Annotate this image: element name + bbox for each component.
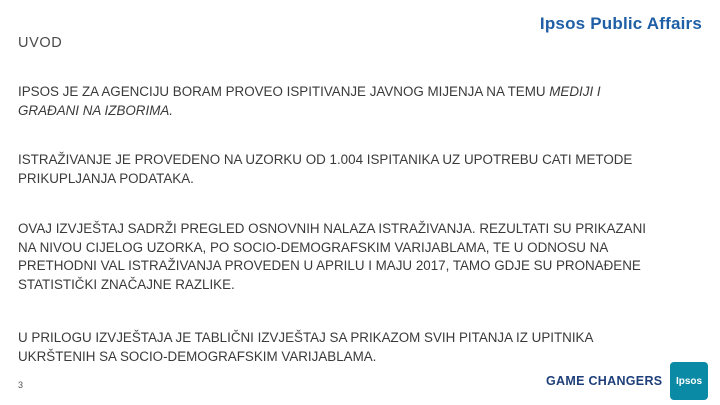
- slogan: GAME CHANGERS: [546, 374, 663, 388]
- brand-name: Ipsos Public Affairs: [539, 14, 702, 33]
- survey-topic: MEDIJI I GRAĐANI NA IZBORIMA: [18, 84, 601, 118]
- page-title: UVOD: [18, 35, 63, 51]
- logo-text: Ipsos: [675, 376, 703, 387]
- page-number: 3: [18, 380, 24, 390]
- appendix-paragraph: U PRILOGU IZVJEŠTAJA JE TABLIČNI IZVJEŠTAJ SA PRIKAZOM SVIH PITANJA IZ UPITNIKA UKRŠTENIH SA SOCIO-DEMOGRAFSKIM VARIJABLAMA.: [18, 330, 593, 364]
- report-paragraph: OVAJ IZVJEŠTAJ SADRŽI PREGLED OSNOVNIH NALAZA ISTRAŽIVANJA. REZULTATI SU PRIKAZANI NA NIVOU CIJELOG UZORKA, PO SOCIO-DEMOGRAFSKIM VARIJABLAMA, TE U ODNOSU NA PRETHODNI VAL ISTRAŽIVANJA PROVEDEN U APRILU I MAJU 2017, TAMO GDJE SU PRONAĐENE STATISTIČKI ZNAČAJNE RAZLIKE.: [18, 221, 646, 292]
- intro-paragraph: [18, 83, 658, 120]
- method-paragraph: ISTRAŽIVANJE JE PROVEDENO NA UZORKU OD 1.004 ISPITANIKA UZ UPOTREBU CATI METODE PRIKUPLJANJA PODATAKA.: [18, 152, 633, 186]
- intro-text: IPSOS JE ZA AGENCIJU BORAM PROVEO ISPITIVANJE JAVNOG MIJENJA NA TEMU: [18, 84, 550, 99]
- ipsos-logo: [670, 362, 708, 400]
- intro-period: .: [169, 102, 174, 118]
